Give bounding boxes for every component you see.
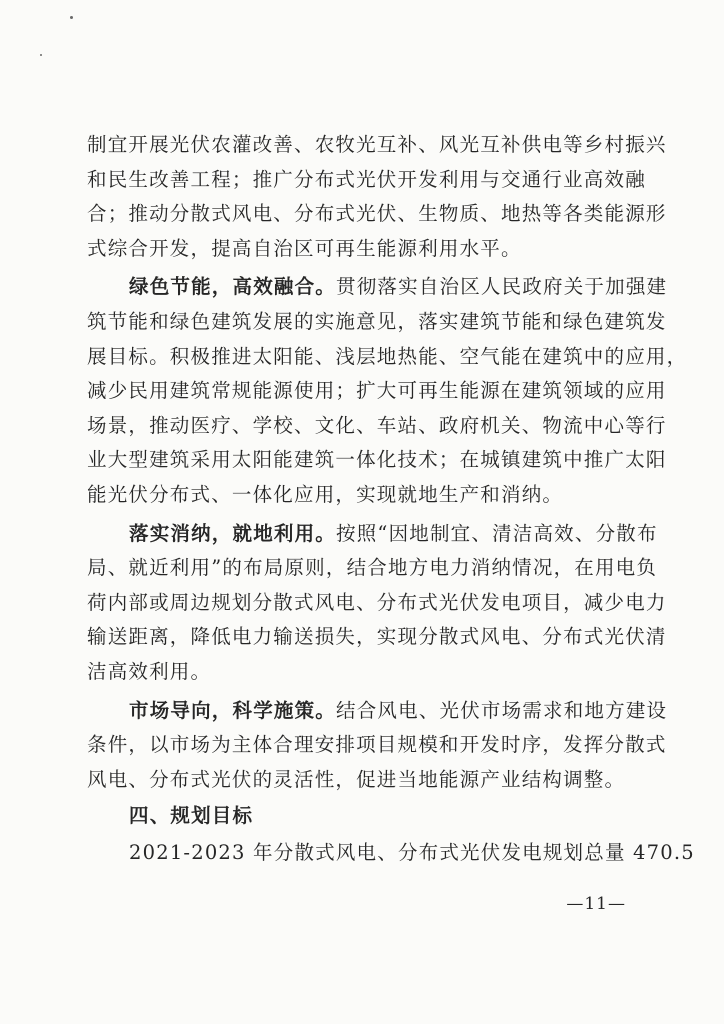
text-line: 局、就近利用”的布局原则，结合地方电力消纳情况，在用电负 — [87, 556, 658, 580]
text-line: 合；推动分散式风电、分布式光伏、生物质、地热等各类能源形 — [87, 202, 667, 226]
text-line: 场景，推动医疗、学校、文化、车站、政府机关、物流中心等行 — [87, 413, 667, 437]
paragraph — [87, 270, 688, 512]
section-heading: 四、规划目标 — [129, 804, 254, 828]
paragraph — [87, 128, 667, 266]
text-line: 制宜开展光伏农灌改善、农牧光互补、风光互补供电等乡村振兴 — [87, 133, 667, 156]
text-line: 2021-2023 年分散式风电、分布式光伏发电规划总量 470.5 — [129, 840, 695, 864]
scan-speck — [70, 16, 73, 19]
paragraph — [87, 694, 668, 798]
text-line: 式综合开发，提高自治区可再生能源利用水平。 — [87, 236, 522, 260]
text-line: 减少民用建筑常规能源使用；扩大可再生能源在建筑领域的应用 — [87, 379, 667, 403]
scan-speck — [40, 54, 42, 56]
text-line — [87, 517, 658, 552]
paragraph-lead: 落实消纳，就地利用。 — [129, 521, 337, 545]
paragraph-lead: 市场导向，科学施策。 — [129, 698, 337, 722]
text-line: 条件，以市场为主体合理安排项目规模和开发时序，发挥分散式 — [87, 733, 667, 757]
text-line: 展目标。积极推进太阳能、浅层地热能、空气能在建筑中的应用， — [87, 344, 688, 368]
text-line: 能光伏分布式、一体化应用，实现就地生产和消纳。 — [87, 482, 564, 506]
text-line — [87, 694, 668, 729]
paragraph — [87, 836, 695, 871]
paragraph-lead: 绿色节能，高效融合。 — [129, 275, 337, 299]
text-line: 风电、分布式光伏的灵活性，促进当地能源产业结构调整。 — [87, 767, 626, 791]
text-run: 结合风电、光伏市场需求和地方建设 — [336, 698, 668, 722]
text-line: 洁高效利用。 — [87, 659, 212, 683]
text-line — [87, 270, 668, 305]
text-line: 和民生改善工程；推广分布式光伏开发利用与交通行业高效融 — [87, 167, 646, 191]
text-run: 按照“因地制宜、清洁高效、分散布 — [336, 521, 658, 545]
text-line: 筑节能和绿色建筑发展的实施意见，落实建筑节能和绿色建筑发 — [87, 309, 667, 333]
paragraph — [87, 517, 667, 690]
text-run: 贯彻落实自治区人民政府关于加强建 — [336, 275, 668, 299]
page-number: —11— — [566, 894, 626, 914]
document-body — [87, 128, 695, 870]
text-line: 荷内部或周边规划分散式风电、分布式光伏发电项目，减少电力 — [87, 590, 667, 614]
text-line: 输送距离，降低电力输送损失，实现分散式风电、分布式光伏清 — [87, 625, 667, 649]
text-line: 业大型建筑采用太阳能建筑一体化技术；在城镇建筑中推广太阳 — [87, 448, 667, 472]
